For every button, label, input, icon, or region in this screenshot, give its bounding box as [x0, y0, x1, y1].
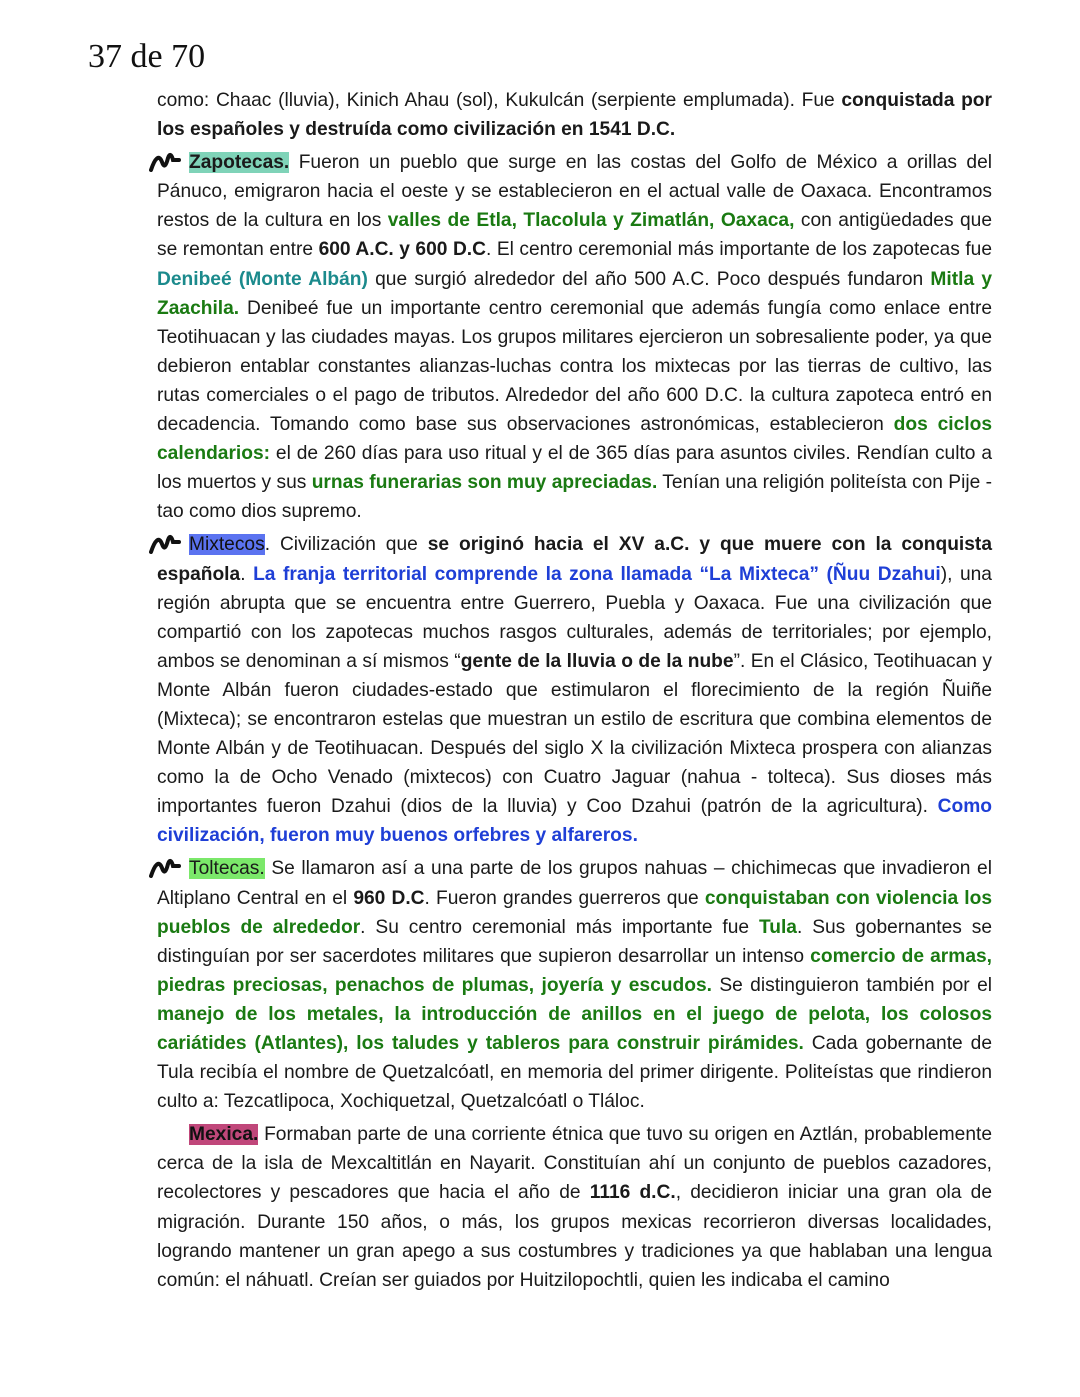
- bold-text: 960 D.C: [353, 887, 425, 909]
- green-text: valles de Etla, Tlacolula y Zimatlán, Oaxaca,: [387, 210, 795, 232]
- text: . Su centro ceremonial más importante fue: [360, 916, 759, 938]
- text: Denibeé fue un importante centro ceremonial que además fungía como enlace entre Teotihuacan y las ciudades mayas. Los grupos militares ejercieron un sobresaliente poder, ya que debieron entablar constantes alianzas-luchas contra los mixtecas por las tierras de cultivo, las rutas comerciales o el pago de tributos. Alrededor del año 600 D.C. la cultura zapoteca entró en decadencia. Tomando como base sus observaciones astronómicas, establecieron: [157, 297, 992, 436]
- green-text: dos ciclos calendarios:: [157, 414, 993, 465]
- section-title-mexica: Mexica.: [189, 1124, 259, 1146]
- text: Se distinguieron también por el: [711, 974, 993, 996]
- text: , decidieron iniciar una gran ola de migración. Durante 150 años, o más, los grupos mexicas recorrieron diversas localidades, logrando mantener un gran apego a sus costumbres y tradiciones ya que hablaban una lengua común: el náhuatl. Creían ser guiados por Huitzilopochtli, quien les indicaba el camino: [157, 1182, 992, 1291]
- scribble-mark-icon: [149, 532, 183, 554]
- green-text: Tula: [758, 916, 797, 938]
- document-body: [157, 86, 992, 1299]
- text: ), una región abrupta que se encuentra entre Guerrero, Puebla y Oaxaca. Fue una civilización que compartió con los zapotecas muchos rasgos culturales, además de territoriales; por ejemplo, ambos se denominan a sí mismos “: [157, 563, 992, 672]
- green-text: Mitla y Zaachila.: [157, 268, 992, 319]
- blue-text: La franja territorial comprende la zona llamada “La Mixteca” (Ñuu Dzahui: [253, 563, 941, 585]
- text: que surgió alrededor del año 500 A.C. Poco después fundaron: [367, 268, 931, 290]
- paragraph-zapotecas: [157, 148, 992, 526]
- text: . Sus gobernantes se distinguían por ser sacerdotes militares que supieron desarrollar un intenso: [157, 916, 992, 967]
- text: . Civilización que: [264, 534, 428, 556]
- bold-text: 1116 d.C.: [589, 1182, 676, 1204]
- text: el de 260 días para uso ritual y el de 365 días para asuntos civiles. Rendían culto a los muertos y sus: [157, 443, 992, 494]
- paragraph-toltecas: [157, 854, 992, 1116]
- text: Tenían una religión politeísta con Pije - tao como dios supremo.: [157, 472, 992, 523]
- paragraph-mayas-end: [157, 86, 992, 144]
- section-title-zapotecas: Zapotecas.: [189, 152, 290, 174]
- page-number: 37 de 70: [88, 38, 206, 75]
- text: Cada gobernante de Tula recibía el nombre de Quetzalcóatl, en memoria del primer dirigente. Politeístas que rindieron culto a: Tezcatlipoca, Xochiquetzal, Quetzalcóatl o Tláloc.: [157, 1033, 992, 1113]
- bold-text: gente de la lluvia o de la nube: [460, 650, 734, 672]
- text: Fueron un pueblo que surge en las costas del Golfo de México a orillas del Pánuco, emigraron hacia el oeste y se establecieron en el actual valle de Oaxaca. Encontramos restos de la cultura en los: [157, 152, 992, 232]
- green-text: comercio de armas, piedras preciosas, penachos de plumas, joyería y escudos.: [157, 945, 992, 996]
- text: . El centro ceremonial más importante de los zapotecas fue: [486, 239, 992, 261]
- section-title-toltecas: Toltecas.: [189, 858, 265, 880]
- bold-text: 600 A.C. y 600 D.C: [318, 239, 486, 261]
- text: Formaban parte de una corriente étnica que tuvo su origen en Aztlán, probablemente cerca de la isla de Mexcaltitlán en Nayarit. Constituían ahí un conjunto de pueblos cazadores, recolectores y pescadores que hacia el año de: [157, 1124, 992, 1204]
- bold-text: conquistada por los españoles y destruída como civilización en 1541 D.C.: [157, 90, 992, 141]
- text: . Fueron grandes guerreros que: [424, 887, 705, 909]
- text: ”. En el Clásico, Teotihuacan y Monte Albán fueron ciudades-estado que estimularon el florecimiento de la región Ñuiñe (Mixteca); se encontraron estelas que muestran un estilo de escritura que combina elementos de Monte Albán y de Teotihuacan. Después del siglo X la civilización Mixteca prospera con alianzas como la de Ocho Venado (mixtecos) con Cuatro Jaguar (nahua - tolteca). Sus dioses más importantes fueron Dzahui (dios de la lluvia) y Coo Dzahui (patrón de la agricultura).: [157, 650, 993, 818]
- bold-text: se originó hacia el XV a.C. y que muere con la conquista española: [157, 534, 992, 585]
- scribble-mark-icon: [149, 856, 183, 878]
- teal-text: Denibeé (Monte Albán): [157, 268, 368, 290]
- text: Se llamaron así a una parte de los grupos nahuas – chichimecas que invadieron el Altiplano Central en el: [157, 858, 992, 909]
- green-text: manejo de los metales, la introducción de anillos en el juego de pelota, los colosos cariátides (Atlantes), los taludes y tableros para construir pirámides.: [157, 1003, 992, 1054]
- paragraph-mexica: [157, 1120, 992, 1295]
- blue-text: Como civilización, fueron muy buenos orfebres y alfareros.: [157, 796, 992, 847]
- paragraph-mixtecos: [157, 530, 992, 850]
- scribble-mark-icon: [149, 150, 183, 172]
- green-text: urnas funerarias son muy apreciadas.: [311, 472, 658, 494]
- text: .: [240, 563, 254, 585]
- text: con antigüedades que se remontan entre: [157, 210, 993, 261]
- green-text: conquistaban con violencia los pueblos de alrededor: [157, 887, 992, 938]
- text: como: Chaac (lluvia), Kinich Ahau (sol), Kukulcán (serpiente emplumada). Fue: [157, 90, 842, 111]
- section-title-mixtecos: Mixtecos: [189, 534, 265, 556]
